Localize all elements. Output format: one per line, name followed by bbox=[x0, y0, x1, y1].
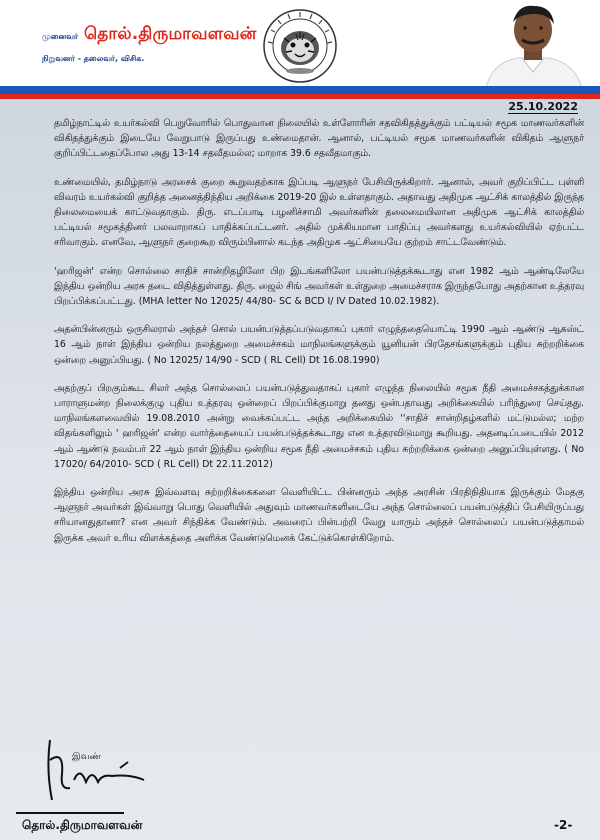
letterhead bbox=[0, 0, 600, 96]
header-blue-stripe bbox=[0, 86, 600, 94]
signature-label: இவண் bbox=[72, 752, 101, 762]
paragraph: இந்திய ஒன்றிய அரசு இவ்வளவு சுற்றறிக்கைகளை வெளியிட்ட பின்னரும் அந்த அரசின் பிரதிநிதியாக இருக்கும் மேதகு ஆளுநர் அவர்கள் இவ்வாறு பொது வெளியில் அதுவும் மாணவர்களிடையே அந்த சொல்லைப் பயன்படுத்திப் பேசியிருப்பது சரியானதுதானா? என அவர் சிந்திக்க வேண்டும். அவரைப் பின்பற்றி வேறு யாரும் அந்தச் சொல்லைப் பயன்படுத்தாமல் இருக்க அவர் உரிய விளக்கத்தை அளிக்க வேண்டுமெனக் கேட்டுக்கொள்கிறோம். bbox=[54, 487, 584, 544]
signatory-name: தொல்.திருமாவளவன் bbox=[22, 818, 143, 832]
signature-underline bbox=[16, 812, 124, 814]
page-number: -2- bbox=[554, 818, 573, 832]
leader-portrait-icon bbox=[478, 0, 588, 88]
letterhead-subtitle: நிறுவனர் - தலைவர், விசிக. bbox=[42, 54, 145, 63]
paragraph: உண்மையில், தமிழ்நாடு அரசைக் குறை கூறுவதற்காக இப்படி ஆளுநர் பேசியிருக்கிறார். ஆனால், அவர் குறிப்பிட்ட புள்ளி விவரம் உயர்கல்வி குறித்த அனைத்திந்திய அறிக்கை 2019-20 இல் உள்ளதாகும். அதாவது அதிமுக ஆட்சிக் காலத்தில் இருந்த நிலைமையைக் காட்டுவதாகும். திரு. எடப்பாடி பழனிச்சாமி அவர்களின் தலைமையிலான அதிமுக ஆட்சிக் காலத்தில் பட்டியல் சமூகத்தினர் பலவாறாகப் பாதிக்கப்பட்டனர். அதில் முக்கியமான பாதிப்பு அவர்களது உயர்கல்வியில் ஏற்பட்ட சரிவாகும். எனவே, ஆளுநர் குறைகூற விரும்பினால் கடந்த அதிமுக ஆட்சியையே குற்றம் சாட்டவேண்டும். bbox=[54, 176, 584, 249]
handwritten-signature-icon bbox=[40, 730, 190, 808]
paragraph: அதற்குப் பிறகும்கூட சிலர் அந்த சொல்லைப் பயன்படுத்துவதாகப் புகார் எழுந்த நிலையில் சமூக நீதி அமைச்சகத்துக்கான பாராளுமன்ற நிலைக்குழு புதிய உத்தரவு ஒன்றைப் பிறப்பிக்குமாறு தனது ஒன்பதாவது அறிக்கையில் பரிந்துரை செய்தது. மாநிலங்களவையில் 19.08.2010 அன்று வைக்கப்பட்ட அந்த அறிக்கையில் ''சாதிச் சான்றிதழ்களில் மட்டுமல்ல; மற்ற விதங்களிலும் ' ஹரிஜன்' என்ற வார்த்தையைப் பயன்படுத்தக்கூடாது என உத்தரவிடுமாறு கூறியது. அதனடிப்படையில் 2012 ஆம் ஆண்டு நவம்பர் 22 ஆம் நாள் இந்திய ஒன்றிய சமூக நீதி அமைச்சகம் புதிய சுற்றறிக்கை ஒன்றை அனுப்பியுள்ளது. ( No 17020/ 64/2010- SCD ( RL Cell) Dt 22.11.2012) bbox=[54, 382, 584, 470]
party-seal-icon bbox=[262, 8, 338, 84]
title-prefix: முனைவர் bbox=[42, 32, 79, 41]
paragraph: 'ஹரிஜன்' என்ற சொல்லை சாதிச் சான்றிதழிலோ பிற இடங்களிலோ பயன்படுத்தக்கூடாது என 1982 ஆம் ஆண்டிலேயே இந்திய ஒன்றிய அரசு தடை விதித்துள்ளது. திரு. ஜைல் சிங் அவர்கள் உள்துறை அமைச்சராக இருந்தபோது அதற்கான உத்தரவு பிறப்பிக்கப்பட்டது. (MHA letter No 12025/ 44/80- SC & BCD I/ IV Dated 10.02.1982). bbox=[54, 265, 584, 308]
letter-content bbox=[54, 116, 584, 559]
letterhead-title bbox=[42, 24, 256, 46]
paragraph: தமிழ்நாட்டில் உயர்கல்வி பெறுவோரில் பொதுவான நிலையில் உள்ளோரின் சதவிகிதத்துக்கும் பட்டியல் சமூக மாணவர்களின் விகிதத்துக்கும் இடையே வேறுபாடு இருப்பது உண்மைதான். ஆனால், பட்டியல் சமூக மாணவர்களின் விகிதம் ஆளுநர் குறிப்பிட்டதைப்போல அது 13-14 சதவீதமல்ல; மாறாக 39.6 சதவீதமாகும். bbox=[54, 118, 584, 160]
leader-name: தொல்.திருமாவளவன் bbox=[84, 24, 257, 44]
paragraph: அதன்பின்னரும் ஒருசிலரால் அந்தச் சொல் பயன்படுத்தப்படுவதாகப் புகார் எழுந்ததையொட்டி 1990 ஆம் ஆண்டு ஆகஸ்ட் 16 ஆம் நாள் இந்திய ஒன்றிய நலத்துறை அமைச்சகம் மாநிலங்களுக்கும் யூனியன் பிரதேசங்களுக்கும் புதிய சுற்றறிக்கை ஒன்றை அனுப்பியது. ( No 12025/ 14/90 - SCD ( RL Cell) Dt 16.08.1990) bbox=[54, 324, 584, 366]
letter-date: 25.10.2022 bbox=[508, 100, 578, 113]
